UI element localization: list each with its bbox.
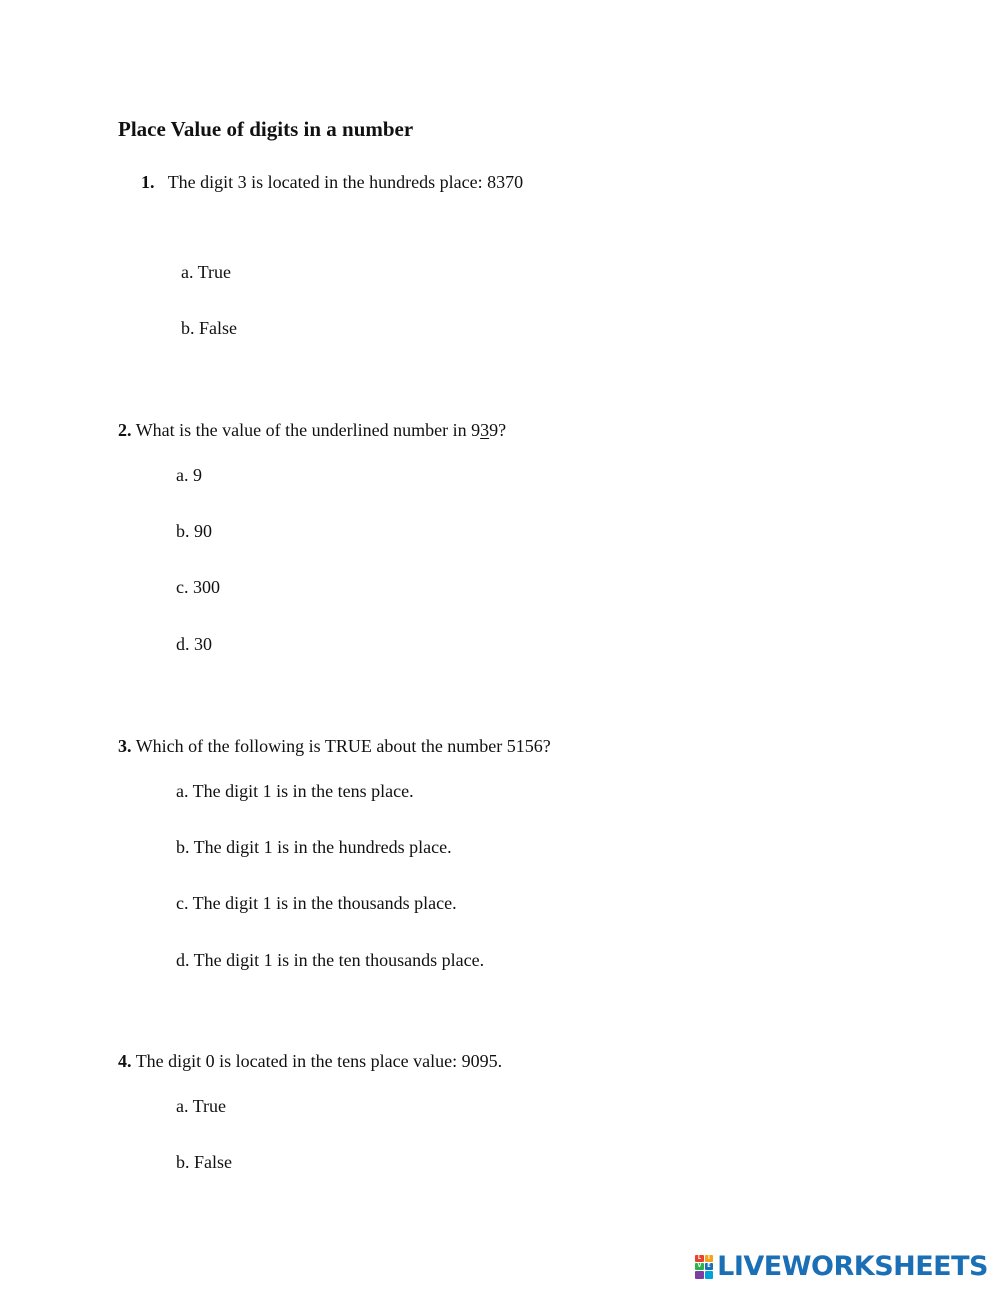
question-2 bbox=[118, 420, 506, 441]
option-4a[interactable]: a. True bbox=[176, 1096, 227, 1116]
question-4 bbox=[118, 1051, 502, 1072]
question-number: 4. bbox=[118, 1051, 132, 1071]
question-text-after: 9? bbox=[489, 420, 507, 440]
logo-text: LIVEWORKSHEETS bbox=[717, 1251, 988, 1282]
underlined-digit: 3 bbox=[480, 420, 490, 440]
logo-mark-letter: L bbox=[695, 1255, 704, 1262]
option-2a[interactable]: a. 9 bbox=[176, 465, 202, 485]
logo-mark-letter: V bbox=[695, 1263, 704, 1270]
question-text-before: What is the value of the underlined number in 9 bbox=[135, 420, 481, 440]
question-number: 3. bbox=[118, 736, 132, 756]
option-1a[interactable]: a. True bbox=[181, 262, 232, 282]
option-3d[interactable]: d. The digit 1 is in the ten thousands place. bbox=[176, 950, 485, 970]
question-text: Which of the following is TRUE about the number 5156? bbox=[135, 736, 551, 756]
question-number: 2. bbox=[118, 420, 132, 440]
logo-mark-block bbox=[705, 1271, 714, 1278]
liveworksheets-logo bbox=[695, 1251, 988, 1282]
option-2b[interactable]: b. 90 bbox=[176, 521, 212, 541]
question-text: The digit 0 is located in the tens place value: 9095. bbox=[135, 1051, 503, 1071]
option-2d[interactable]: d. 30 bbox=[176, 634, 212, 654]
question-number: 1. bbox=[141, 172, 155, 192]
question-1 bbox=[141, 172, 523, 193]
option-2c[interactable]: c. 300 bbox=[176, 577, 220, 597]
logo-mark-letter: E bbox=[705, 1263, 714, 1270]
option-4b[interactable]: b. False bbox=[176, 1152, 232, 1172]
question-3 bbox=[118, 736, 551, 757]
page-title: Place Value of digits in a number bbox=[118, 117, 414, 141]
question-text: The digit 3 is located in the hundreds place: 8370 bbox=[167, 172, 524, 192]
logo-mark-block bbox=[695, 1271, 704, 1278]
question-text bbox=[136, 420, 506, 440]
option-3c[interactable]: c. The digit 1 is in the thousands place. bbox=[176, 893, 457, 913]
logo-mark-letter: I bbox=[705, 1255, 714, 1262]
logo-mark-icon bbox=[695, 1255, 713, 1279]
option-3b[interactable]: b. The digit 1 is in the hundreds place. bbox=[176, 837, 452, 857]
option-1b[interactable]: b. False bbox=[181, 318, 237, 338]
option-3a[interactable]: a. The digit 1 is in the tens place. bbox=[176, 781, 414, 801]
